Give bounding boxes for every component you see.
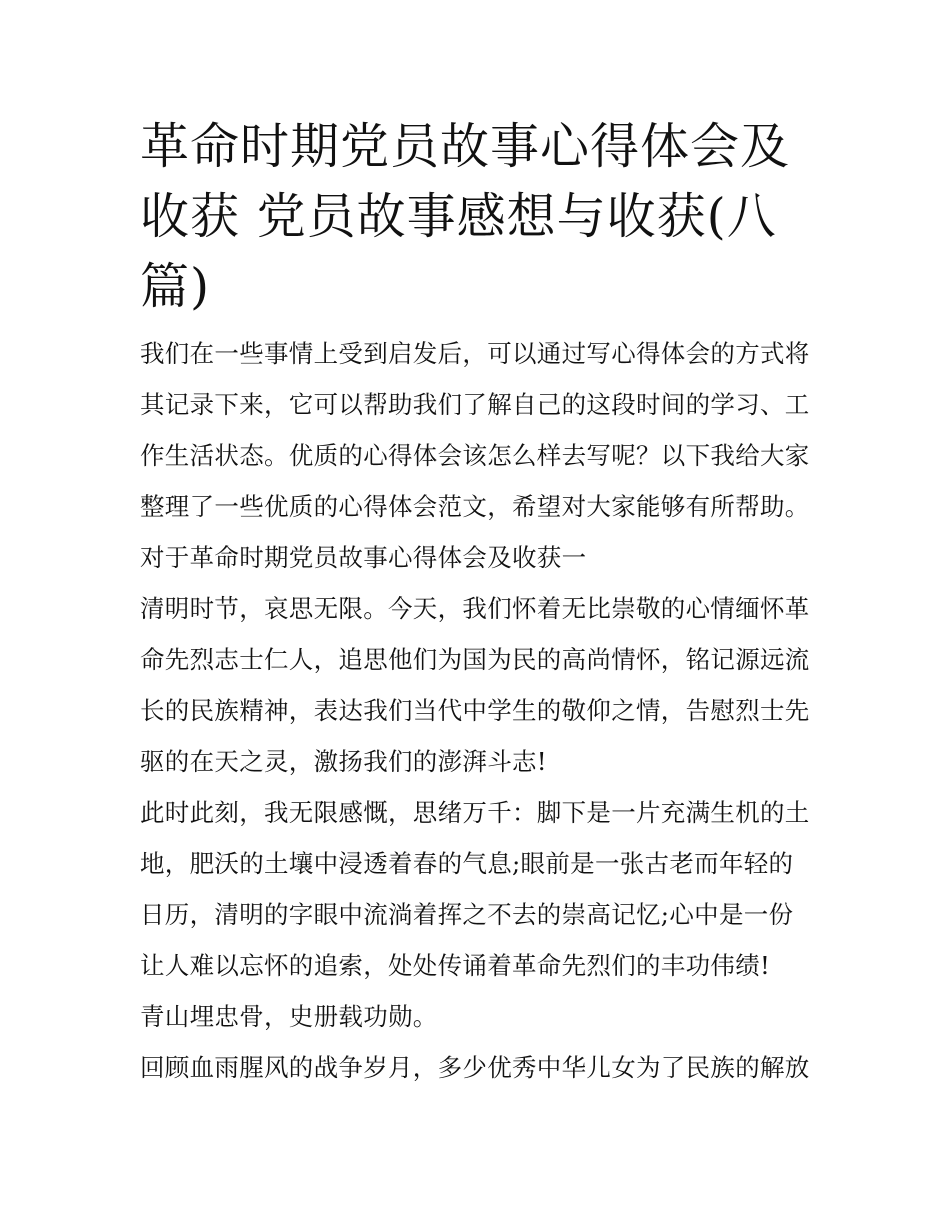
body-paragraph: 回顾血雨腥风的战争岁月，多少优秀中华儿女为了民族的解放: [140, 1053, 810, 1082]
body-paragraph: 青山埋忠骨，史册载功勋。: [140, 1002, 438, 1031]
section-heading: 对于革命时期党员故事心得体会及收获一: [140, 543, 587, 572]
intro-paragraph: 我们在一些事情上受到启发后，可以通过写心得体会的方式将其记录下来，它可以帮助我们了解自己的这段时间的学习、工作生活状态。优质的心得体会该怎么样去写呢？以下我给大家整理了一些优质的心得体会范文，希望对大家能够有所帮助。: [140, 339, 810, 521]
body-paragraph: 清明时节，哀思无限。今天，我们怀着无比崇敬的心情缅怀革命先烈志士仁人，追思他们为国为民的高尚情怀，铭记源远流长的民族精神，表达我们当代中学生的敬仰之情，告慰烈士先驱的在天之灵，激扬我们的澎湃斗志!: [140, 594, 810, 776]
document-title: 革命时期党员故事心得体会及收获 党员故事感想与收获(八篇): [140, 118, 791, 315]
document-body: [140, 328, 818, 1093]
body-paragraph: 此时此刻，我无限感慨，思绪万千：脚下是一片充满生机的土地，肥沃的土壤中浸透着春的气息;眼前是一张古老而年轻的日历，清明的字眼中流淌着挥之不去的崇高记忆;心中是一份让人难以忘怀的追索，处处传诵着革命先烈们的丰功伟绩!: [140, 798, 810, 980]
